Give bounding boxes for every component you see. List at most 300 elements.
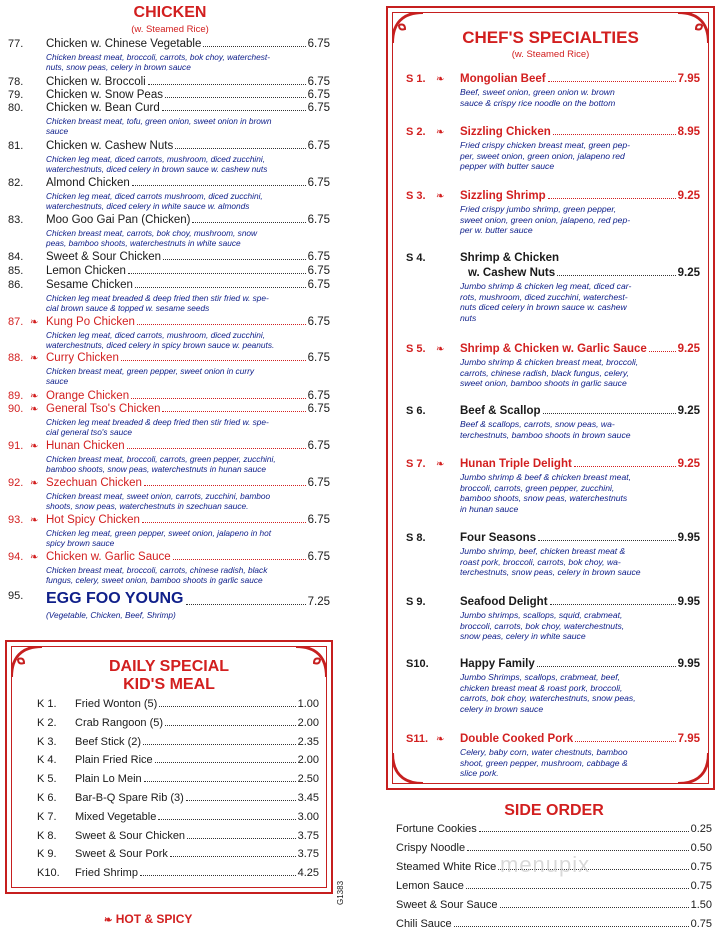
kids-item-line: [75, 811, 319, 823]
specialty-name: Double Cooked Pork: [460, 733, 574, 745]
pepper-icon: ❧: [436, 459, 445, 470]
item-name: Moo Goo Gai Pan (Chicken): [46, 214, 191, 226]
dot-leader: [543, 405, 676, 414]
kids-item-name: Bar-B-Q Spare Rib (3): [75, 792, 184, 804]
specialty-name: Shrimp & Chicken: [460, 252, 560, 264]
specialty-name: Happy Family: [460, 658, 535, 670]
item-number: 78.: [8, 76, 24, 88]
item-name: Hot Spicy Chicken: [46, 514, 140, 526]
dot-leader: [155, 754, 296, 763]
specialty-code: S 7.: [406, 458, 426, 470]
item-description: Chicken breast meat, green pepper, sweet onion in curry sauce: [46, 366, 254, 387]
specialty-price: 9.25: [677, 458, 700, 470]
kids-item-line: [75, 848, 319, 860]
item-line: [46, 352, 330, 364]
specialty-line: [460, 532, 700, 544]
kids-meal-item: [37, 773, 319, 787]
specialty-name: Four Seasons: [460, 532, 537, 544]
item-price: 6.75: [307, 279, 330, 291]
side-item-name: Fortune Cookies: [396, 823, 477, 835]
specialty-name: Seafood Delight: [460, 596, 548, 608]
specialty-price: 9.95: [677, 532, 700, 544]
item-line: [46, 251, 330, 263]
chicken-item: [8, 316, 330, 352]
dot-leader: [121, 352, 306, 361]
dot-leader: [144, 477, 306, 486]
item-name: Orange Chicken: [46, 390, 130, 402]
pepper-icon: ❧: [436, 74, 445, 85]
kids-item-line: [75, 736, 319, 748]
item-name: Hunan Chicken: [46, 440, 125, 452]
item-price: 6.75: [307, 390, 330, 402]
kids-item-line: [75, 792, 319, 804]
specialty-item: [406, 733, 700, 783]
side-order-item: [396, 899, 712, 911]
item-price: 6.75: [307, 177, 330, 189]
specialty-name: Mongolian Beef: [460, 73, 546, 85]
item-name: General Tso's Chicken: [46, 403, 161, 415]
specialty-line: [460, 733, 700, 745]
chicken-title: CHICKEN: [133, 4, 207, 21]
kids-meal-title: [7, 658, 331, 694]
item-name: Chicken w. Garlic Sauce: [46, 551, 171, 563]
specialty-description: Jumbo shrimp & chicken breast meat, broccoli, carrots, chinese radish, black fungus, celery, sweet onion, bamboo shoots in garlic sauce: [460, 357, 639, 388]
specialty-code: S 6.: [406, 405, 426, 417]
specialty-name: Beef & Scallop: [460, 405, 541, 417]
kids-item-price: 2.00: [297, 754, 319, 767]
dot-leader: [466, 880, 689, 889]
item-name: Kung Po Chicken: [46, 316, 135, 328]
pepper-icon: ❧: [436, 344, 445, 355]
specialty-description: Jumbo Shrimps, scallops, crabmeat, beef, chicken breast meat & roast pork, broccoli, carrots, bok choy, waterchestnuts, snow peas, celery in brown sauce: [460, 672, 636, 714]
chicken-subtitle: (w. Steamed Rice): [131, 24, 209, 35]
side-order-title: SIDE ORDER: [504, 802, 604, 819]
chicken-item: [8, 403, 330, 439]
item-number: 85.: [8, 265, 24, 277]
chicken-item: [8, 38, 330, 74]
side-item-name: Chili Sauce: [396, 918, 452, 930]
kids-meal-box: [5, 640, 333, 894]
pepper-icon: ❧: [30, 441, 39, 452]
kids-meal-item: [37, 830, 319, 844]
kids-item-code: K 1.: [37, 698, 57, 710]
item-line: [46, 177, 330, 189]
specialty-line: [460, 190, 700, 202]
side-order-item: [396, 823, 712, 835]
kids-item-code: K 5.: [37, 773, 57, 786]
item-price: 6.75: [307, 551, 330, 563]
specialty-item: [406, 596, 700, 646]
pepper-icon: ❧: [30, 391, 39, 402]
item-number: 91.: [8, 440, 24, 452]
specialty-price: 7.95: [677, 73, 700, 85]
item-number: 89.: [8, 390, 24, 402]
item-price: 6.75: [307, 140, 330, 152]
kids-meal-item: [37, 867, 319, 881]
specialty-description: Fried crispy jumbo shrimp, green pepper, sweet onion, green onion, jalapeno, red pep- per w. butter sauce: [460, 204, 631, 235]
item-number: 90.: [8, 403, 24, 415]
specialty-line: [460, 458, 700, 470]
specialty-item: [406, 458, 700, 514]
pepper-icon: ❧: [436, 191, 445, 202]
specialty-code: S 8.: [406, 532, 426, 544]
item-line: [46, 477, 330, 489]
kids-item-code: K10.: [37, 867, 60, 880]
item-number: 82.: [8, 177, 24, 189]
kids-meal-item: [37, 792, 319, 806]
pepper-icon: ❧: [30, 404, 39, 415]
item-name: Sesame Chicken: [46, 279, 133, 291]
specialty-item: [406, 405, 700, 455]
kids-item-price: 3.75: [297, 848, 319, 861]
side-order-item: [396, 880, 712, 892]
specialty-line: [468, 267, 700, 279]
dot-leader: [479, 823, 689, 832]
side-item-price: 0.25: [690, 823, 712, 835]
specialty-description: Jumbo shrimp & chicken leg meat, diced car- rots, mushroom, diced zucchini, waterchest- nuts diced celery in brown sauce w. cashew nuts: [460, 281, 632, 323]
kids-item-name: Plain Lo Mein: [75, 773, 142, 786]
item-price: 6.75: [307, 102, 330, 114]
kids-meal-item: [37, 698, 319, 712]
kids-item-code: K 4.: [37, 754, 57, 767]
specialty-name: Shrimp & Chicken w. Garlic Sauce: [460, 343, 647, 355]
chicken-item: [8, 477, 330, 513]
kids-item-name: Mixed Vegetable: [75, 810, 157, 823]
item-name: Chicken w. Cashew Nuts: [46, 140, 174, 152]
specialty-description: Beef & scallops, carrots, snow peas, wa- terchestnuts, bamboo shoots in brown sauce: [460, 419, 631, 440]
dot-leader: [186, 590, 306, 605]
item-line: [46, 38, 330, 50]
dot-leader: [132, 177, 306, 186]
dot-leader: [159, 698, 295, 707]
kids-item-code: K 6.: [37, 792, 57, 804]
specialty-line: [460, 405, 700, 417]
dot-leader: [553, 126, 676, 135]
item-price: 6.75: [307, 265, 330, 277]
kids-item-code: K 8.: [37, 829, 57, 842]
specialty-item: [406, 532, 700, 582]
dot-leader: [574, 458, 676, 467]
watermark: menupix: [500, 852, 591, 877]
dot-leader: [143, 736, 296, 745]
chicken-item: [8, 279, 330, 315]
egg-foo-young-name: EGG FOO YOUNG: [46, 590, 184, 607]
dot-leader: [127, 440, 306, 449]
item-name: Chicken w. Chinese Vegetable: [46, 38, 202, 50]
item-description: Chicken leg meat breaded & deep fried then stir fried w. spe- cial general tso's sauce: [46, 417, 269, 438]
item-price: 6.75: [307, 514, 330, 526]
kids-item-price: 2.00: [297, 716, 319, 729]
item-line: [46, 279, 330, 291]
item-price: 6.75: [307, 440, 330, 452]
specialty-description: Jumbo shrimp & beef & chicken breast meat, broccoli, carrots, green pepper, zucchini, bamboo shoots, snow peas, waterchestnuts in hunan sauce: [460, 472, 631, 514]
item-name: Chicken w. Snow Peas: [46, 89, 163, 101]
item-description: Chicken leg meat, green pepper, sweet onion, jalapeno in hot spicy brown sauce: [46, 528, 272, 549]
dot-leader: [192, 214, 305, 223]
chicken-item: [8, 352, 330, 388]
item-price: 6.75: [307, 38, 330, 50]
dot-leader: [142, 514, 306, 523]
item-number: 92.: [8, 477, 24, 489]
kids-meal-item: [37, 736, 319, 750]
specialty-description: Beef, sweet onion, green onion w. brown sauce & crispy rice noodle on the bottom: [460, 87, 616, 108]
kids-meal-item: [37, 811, 319, 825]
item-name: Sweet & Sour Chicken: [46, 251, 162, 263]
kids-item-name: Sweet & Sour Chicken: [75, 829, 186, 842]
dot-leader: [187, 830, 296, 839]
item-line: [46, 551, 330, 563]
item-number: 84.: [8, 251, 24, 263]
dot-leader: [537, 658, 676, 667]
dot-leader: [550, 596, 676, 605]
item-number: 79.: [8, 89, 24, 101]
kids-item-price: 3.45: [297, 792, 319, 804]
kids-item-price: 2.35: [297, 735, 319, 748]
dot-leader: [575, 733, 676, 742]
dot-leader: [175, 140, 305, 149]
specialty-price: 9.25: [677, 190, 700, 202]
item-price: 6.75: [307, 214, 330, 226]
pepper-icon: ❧: [436, 734, 445, 745]
dot-leader: [173, 551, 306, 560]
specialty-code: S11.: [406, 733, 429, 745]
pepper-icon: ❧: [30, 552, 39, 563]
item-name: Szechuan Chicken: [46, 477, 142, 489]
item-line: [46, 390, 330, 402]
kids-item-name: Plain Fried Rice: [75, 754, 153, 767]
item-number: 83.: [8, 214, 24, 226]
specialty-item: [406, 190, 700, 240]
kids-meal-item: [37, 754, 319, 768]
item-number: 86.: [8, 279, 24, 291]
specialty-code: S 5.: [406, 343, 426, 355]
kids-title-line2: KID'S MEAL: [123, 676, 215, 693]
dot-leader: [467, 842, 688, 851]
kids-item-line: [75, 830, 319, 842]
specialty-price: 8.95: [677, 126, 700, 138]
dot-leader: [148, 76, 306, 85]
item-description: Chicken leg meat, diced carrots, mushroom, diced zucchini, waterchestnuts, diced celery in spicy brown sauce w. peanuts.: [46, 330, 275, 351]
specialty-code: S10.: [406, 658, 429, 670]
kids-item-code: K 7.: [37, 810, 57, 823]
specialty-price: 9.25: [677, 405, 700, 417]
item-price: 6.75: [307, 316, 330, 328]
side-item-name: Crispy Noodle: [396, 842, 466, 854]
egg-foo-young-item: [8, 590, 330, 624]
kids-item-price: 3.00: [297, 810, 319, 823]
specialty-line: [460, 596, 700, 608]
item-line: [46, 316, 330, 328]
item-price: 6.75: [307, 477, 330, 489]
chicken-item: [8, 514, 330, 550]
specialty-item: [406, 73, 700, 123]
specialty-description: Jumbo shrimps, scallops, squid, crabmeat, broccoli, carrots, bok choy, waterchestnuts, snow peas, celery in white sauce: [460, 610, 625, 641]
side-item-name: Steamed White Rice: [396, 861, 497, 873]
pepper-icon: ❧: [30, 515, 39, 526]
kids-title-line1: DAILY SPECIAL: [108, 658, 230, 675]
kids-item-code: K 2.: [37, 716, 57, 729]
item-description: Chicken breast meat, carrots, bok choy, mushroom, snow peas, bamboo shoots, waterchestnuts in white sauce: [46, 228, 258, 249]
specialty-description: Jumbo shrimp, beef, chicken breast meat & roast pork, broccoli, carrots, bok choy, wa- terchestnuts, snow peas, celery in brown sauce: [460, 546, 641, 577]
pepper-icon: ❧: [30, 317, 39, 328]
item-line: [46, 214, 330, 226]
item-price: 6.75: [307, 251, 330, 263]
hot-spicy-legend: [104, 912, 192, 926]
item-number: 87.: [8, 316, 24, 328]
item-line: [46, 440, 330, 452]
specialty-name: Hunan Triple Delight: [460, 458, 572, 470]
dot-leader: [163, 251, 306, 260]
specialty-item: [406, 343, 700, 393]
dot-leader: [137, 316, 306, 325]
kids-meal-item: [37, 848, 319, 862]
item-line: [46, 140, 330, 152]
item-name: Almond Chicken: [46, 177, 130, 189]
item-line: [46, 403, 330, 415]
kids-item-price: 4.25: [297, 867, 319, 880]
specialty-line: [460, 343, 700, 355]
specialty-code: S 3.: [406, 190, 426, 202]
specialty-code: S 4.: [406, 252, 426, 264]
side-order-item: [396, 918, 712, 930]
item-price: 6.75: [307, 403, 330, 415]
item-number: 88.: [8, 352, 24, 364]
item-number: 95.: [8, 590, 24, 602]
item-description: Chicken breast meat, broccoli, carrots, chinese radish, black fungus, celery, sweet onion, bamboo shoots in garlic sauce: [46, 565, 268, 586]
dot-leader: [548, 73, 676, 82]
specialty-name: Sizzling Shrimp: [460, 190, 546, 202]
kids-item-name: Fried Wonton (5): [75, 698, 158, 710]
specialty-description: Fried crispy chicken breast meat, green pep- per, sweet onion, green onion, jalapeno red pepper with butter sauce: [460, 140, 631, 171]
specialty-code: S 1.: [406, 73, 426, 85]
pepper-icon: ❧: [30, 478, 39, 489]
specialty-item: [406, 126, 700, 176]
kids-item-code: K 9.: [37, 848, 57, 861]
dot-leader: [557, 267, 675, 276]
dot-leader: [186, 792, 296, 801]
item-price: 6.75: [307, 89, 330, 101]
specialty-price: 7.95: [677, 733, 700, 745]
item-line: [46, 102, 330, 114]
specialty-price: 9.95: [677, 596, 700, 608]
item-number: 81.: [8, 140, 24, 152]
specialties-title: CHEF'S SPECIALTIES: [462, 28, 639, 47]
dot-leader: [158, 811, 295, 820]
kids-item-price: 2.50: [297, 773, 319, 786]
item-description: Chicken breast meat, tofu, green onion, sweet onion in brown sauce: [46, 116, 272, 137]
print-code: G1383: [336, 880, 345, 905]
dot-leader: [500, 899, 689, 908]
chicken-item: [8, 177, 330, 213]
specialty-name: Sizzling Chicken: [460, 126, 551, 138]
specialties-subtitle: (w. Steamed Rice): [511, 49, 590, 60]
item-name: Lemon Chicken: [46, 265, 126, 277]
kids-item-line: [75, 717, 319, 729]
kids-item-code: K 3.: [37, 735, 57, 748]
item-number: 80.: [8, 102, 24, 114]
kids-item-name: Crab Rangoon (5): [75, 716, 164, 729]
item-line: [46, 514, 330, 526]
item-description: Chicken leg meat, diced carrots, mushroom, diced zucchini, waterchestnuts, diced celery in brown sauce w. cashew nuts: [46, 154, 268, 175]
item-line: [46, 76, 330, 88]
specialty-code: S 2.: [406, 126, 426, 138]
item-number: 94.: [8, 551, 24, 563]
dot-leader: [454, 918, 689, 927]
item-name: Chicken w. Broccoli: [46, 76, 146, 88]
chicken-item: [8, 140, 330, 176]
specialty-line: [460, 126, 700, 138]
dot-leader: [538, 532, 676, 541]
dot-leader: [165, 89, 306, 98]
item-number: 77.: [8, 38, 24, 50]
chicken-item: [8, 102, 330, 138]
kids-item-name: Beef Stick (2): [75, 735, 142, 748]
dot-leader: [162, 102, 306, 111]
dot-leader: [548, 190, 676, 199]
item-description: Chicken leg meat breaded & deep fried then stir fried w. spe- cial brown sauce & topped w. sesame seeds: [46, 293, 269, 314]
specialty-description: Celery, baby corn, water chestnuts, bamboo shoot, green pepper, mushroom, cabbage & slice pork.: [460, 747, 628, 778]
kids-item-price: 1.00: [297, 698, 319, 710]
specialty-price: 9.95: [677, 658, 700, 670]
kids-item-price: 3.75: [297, 829, 319, 842]
item-name: Curry Chicken: [46, 352, 119, 364]
kids-item-line: [75, 867, 319, 879]
specialty-code: S 9.: [406, 596, 426, 608]
dot-leader: [203, 38, 305, 47]
kids-item-name: Sweet & Sour Pork: [75, 848, 168, 861]
specialty-price: 9.25: [677, 343, 700, 355]
dot-leader: [144, 773, 296, 782]
legend-label: HOT & SPICY: [115, 912, 193, 926]
dot-leader: [649, 343, 676, 352]
item-price: 6.75: [307, 352, 330, 364]
item-number: 93.: [8, 514, 24, 526]
specialty-line: [460, 658, 700, 670]
item-name: Chicken w. Bean Curd: [46, 102, 160, 114]
dot-leader: [170, 848, 296, 857]
pepper-icon: ❧: [436, 127, 445, 138]
side-item-price: 1.50: [690, 899, 712, 911]
item-description: Chicken breast meat, broccoli, carrots, green pepper, zucchini, bamboo shoots, snow peas, waterchestnuts in hunan sauce: [46, 454, 276, 475]
item-description: Chicken breast meat, broccoli, carrots, bok choy, waterchest- nuts, snow peas, celery in brown sauce: [46, 52, 270, 73]
specialty-name-cont: w. Cashew Nuts: [468, 267, 556, 279]
kids-meal-item: [37, 717, 319, 731]
dot-leader: [135, 279, 306, 288]
dot-leader: [140, 867, 296, 876]
side-item-price: 0.75: [690, 861, 712, 873]
side-item-price: 0.50: [690, 842, 712, 854]
side-item-name: Lemon Sauce: [396, 880, 464, 892]
egg-foo-young-desc: (Vegetable, Chicken, Beef, Shrimp): [46, 610, 176, 620]
item-price: 6.75: [307, 76, 330, 88]
dot-leader: [131, 390, 306, 399]
specialty-line: [460, 73, 700, 85]
dot-leader: [128, 265, 306, 274]
dot-leader: [165, 717, 296, 726]
item-description: Chicken breast meat, sweet onion, carrots, zucchini, bamboo shoots, snow peas, waterchestnuts in szechuan sauce.: [46, 491, 271, 512]
pepper-icon: ❧: [30, 353, 39, 364]
chicken-item: [8, 440, 330, 476]
side-item-price: 0.75: [690, 918, 712, 930]
side-item-price: 0.75: [690, 880, 712, 892]
specialty-item: [406, 252, 700, 323]
pepper-icon: ❧: [104, 915, 113, 926]
kids-item-name: Fried Shrimp: [75, 867, 138, 880]
dot-leader: [162, 403, 305, 412]
egg-foo-young-price: 7.25: [307, 596, 330, 608]
item-description: Chicken leg meat, diced carrots mushroom, diced zucchini, waterchestnuts, diced celery in white sauce w. almonds: [46, 191, 263, 212]
kids-item-line: [75, 754, 319, 766]
